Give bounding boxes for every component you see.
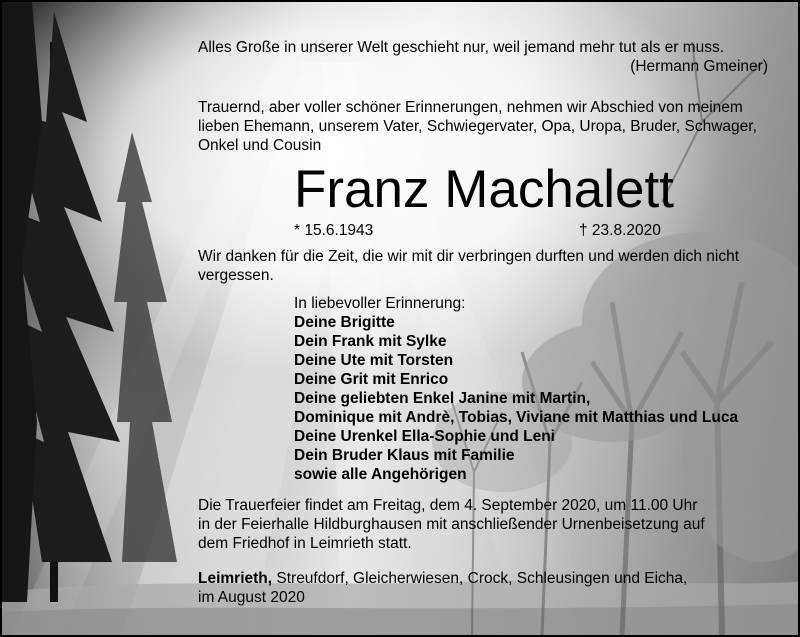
mourner-entry: sowie alle Angehörigen — [294, 466, 467, 483]
funeral-line: Die Trauerfeier findet am Freitag, dem 4. September 2020, um 11.00 Uhr — [198, 497, 698, 514]
mourners-list — [294, 294, 774, 484]
left-evergreen-tree — [2, 2, 177, 602]
opening-quote — [198, 38, 768, 76]
mourner-entry: Dein Frank mit Sylke — [294, 333, 447, 350]
mourner-entry: Deine geliebten Enkel Janine mit Martin, — [294, 390, 591, 407]
signoff-other-places: Streufdorf, Gleicherwiesen, Crock, Schleusingen und Eicha, — [272, 570, 688, 587]
mourner-entry: Dominique mit Andrè, Tobias, Viviane mit Matthias und Luca — [294, 409, 739, 426]
signoff-date: im August 2020 — [198, 589, 305, 606]
death-date: † 23.8.2020 — [579, 222, 661, 239]
thanks-line: vergessen. — [198, 267, 274, 284]
mourner-entry: Deine Grit mit Enrico — [294, 371, 449, 388]
thanks-paragraph — [198, 247, 768, 285]
funeral-line: dem Friedhof in Leimrieth statt. — [198, 535, 412, 552]
mourner-entry: Dein Bruder Klaus mit Familie — [294, 447, 515, 464]
mourners-heading: In liebevoller Erinnerung: — [294, 295, 466, 312]
birth-date: * 15.6.1943 — [294, 222, 374, 239]
thanks-line: Wir danken für die Zeit, die wir mit dir verbringen durften und werden dich nicht — [198, 248, 740, 265]
mourner-entry: Deine Urenkel Ella-Sophie und Leni — [294, 428, 555, 445]
intro-line: Onkel und Cousin — [198, 137, 322, 154]
intro-paragraph — [198, 98, 768, 155]
signoff — [198, 569, 768, 607]
mourner-entry: Deine Ute mit Torsten — [294, 352, 454, 369]
intro-line: Trauernd, aber voller schöner Erinnerungen, nehmen wir Abschied von meinem — [198, 99, 743, 116]
signoff-places — [198, 569, 768, 588]
deceased-name: Franz Machalett — [294, 160, 674, 219]
mourner-entry: Deine Brigitte — [294, 314, 395, 331]
signoff-main-place: Leimrieth, — [198, 570, 273, 587]
quote-author: (Hermann Gmeiner) — [630, 58, 768, 75]
funeral-details — [198, 496, 768, 553]
quote-text: Alles Große in unserer Welt geschieht nur, weil jemand mehr tut als er muss. — [198, 39, 725, 56]
funeral-line: in der Feierhalle Hildburghausen mit anschließender Urnenbeisetzung auf — [198, 516, 705, 533]
intro-line: lieben Ehemann, unserem Vater, Schwiegervater, Opa, Uropa, Bruder, Schwager, — [198, 118, 757, 135]
